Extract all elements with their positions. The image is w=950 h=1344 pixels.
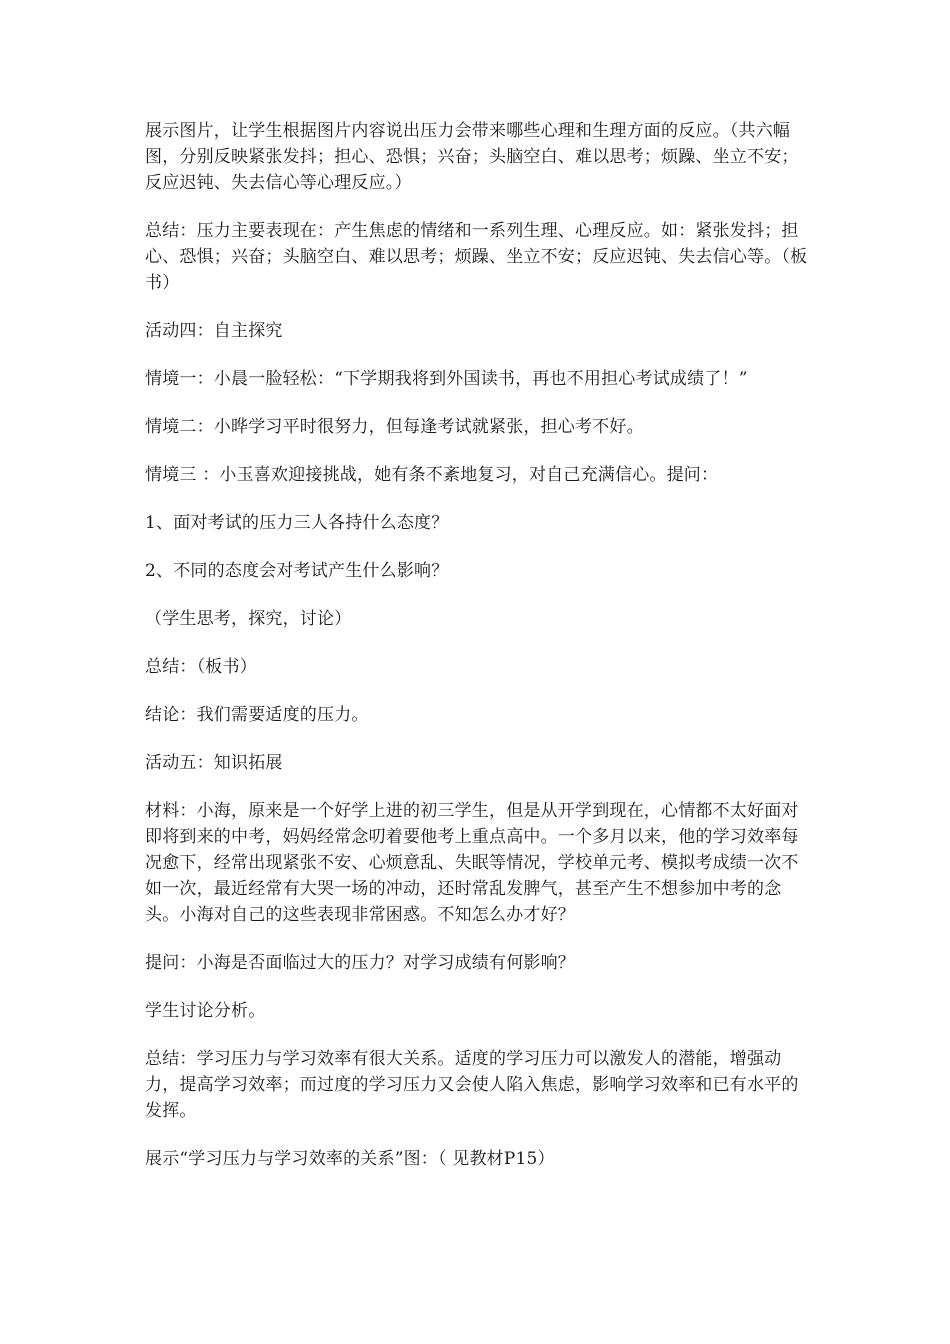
paragraph-scenario-three: 情境三 ：小玉喜欢迎接挑战，她有条不紊地复习，对自己充满信心。提问： — [145, 465, 719, 485]
paragraph-question-xiaohai: 提问：小海是否面临过大的压力？对学习成绩有何影响？ — [145, 953, 575, 973]
paragraph-intro-images: 展示图片，让学生根据图片内容说出压力会带来哪些心理和生理方面的反应。（共六幅图，分别反映紧张发抖；担心、恐惧；兴奋；头脑空白、难以思考；烦躁、坐立不安；反应迟钝、失去信心等心理反应。） — [145, 121, 799, 193]
paragraph-show-chart: 展示“学习压力与学习效率的关系”图：（ 见教材P15） — [145, 1149, 555, 1169]
paragraph-summary-efficiency: 总结：学习压力与学习效率有很大关系。适度的学习压力可以激发人的潜能，增强动力，提高学习效率；而过度的学习压力又会使人陷入焦虑，影响学习效率和已有水平的发挥。 — [145, 1049, 799, 1121]
paragraph-scenario-two: 情境二：小晔学习平时很努力，但每逢考试就紧张，担心考不好。 — [145, 417, 644, 437]
question-two: 2、不同的态度会对考试产生什么影响？ — [145, 561, 449, 581]
heading-activity-five: 活动五：知识拓展 — [145, 753, 283, 773]
paragraph-scenario-one: 情境一：小晨一脸轻松：“下学期我将到外国读书，再也不用担心考试成绩了！” — [145, 369, 748, 389]
paragraph-student-analysis: 学生讨论分析。 — [145, 1001, 266, 1021]
paragraph-student-discussion: （学生思考，探究，讨论） — [145, 609, 352, 629]
paragraph-material: 材料：小海，原来是一个好学上进的初三学生，但是从开学到现在，心情都不太好面对即将到来的中考，妈妈经常念叨着要他考上重点高中。一个多月以来，他的学习效率每况愈下，经常出现紧张不安、心烦意乱、失眠等情况，学校单元考、模拟考成绩一次不如一次，最近经常有大哭一场的冲动，还时常乱发脾气，甚至产生不想参加中考的念头。小海对自己的这些表现非常困惑。不知怎么办才好？ — [145, 801, 799, 925]
paragraph-summary-board: 总结：（板书） — [145, 657, 257, 677]
question-one: 1、面对考试的压力三人各持什么态度？ — [145, 513, 449, 533]
paragraph-summary-stress: 总结：压力主要表现在：产生焦虑的情绪和一系列生理、心理反应。如：紧张发抖；担心、恐惧；兴奋；头脑空白、难以思考；烦躁、坐立不安；反应迟钝、失去信心等。（板书） — [145, 221, 808, 293]
document-body — [145, 118, 810, 1194]
paragraph-conclusion: 结论：我们需要适度的压力。 — [145, 705, 369, 725]
heading-activity-four: 活动四：自主探究 — [145, 321, 283, 341]
